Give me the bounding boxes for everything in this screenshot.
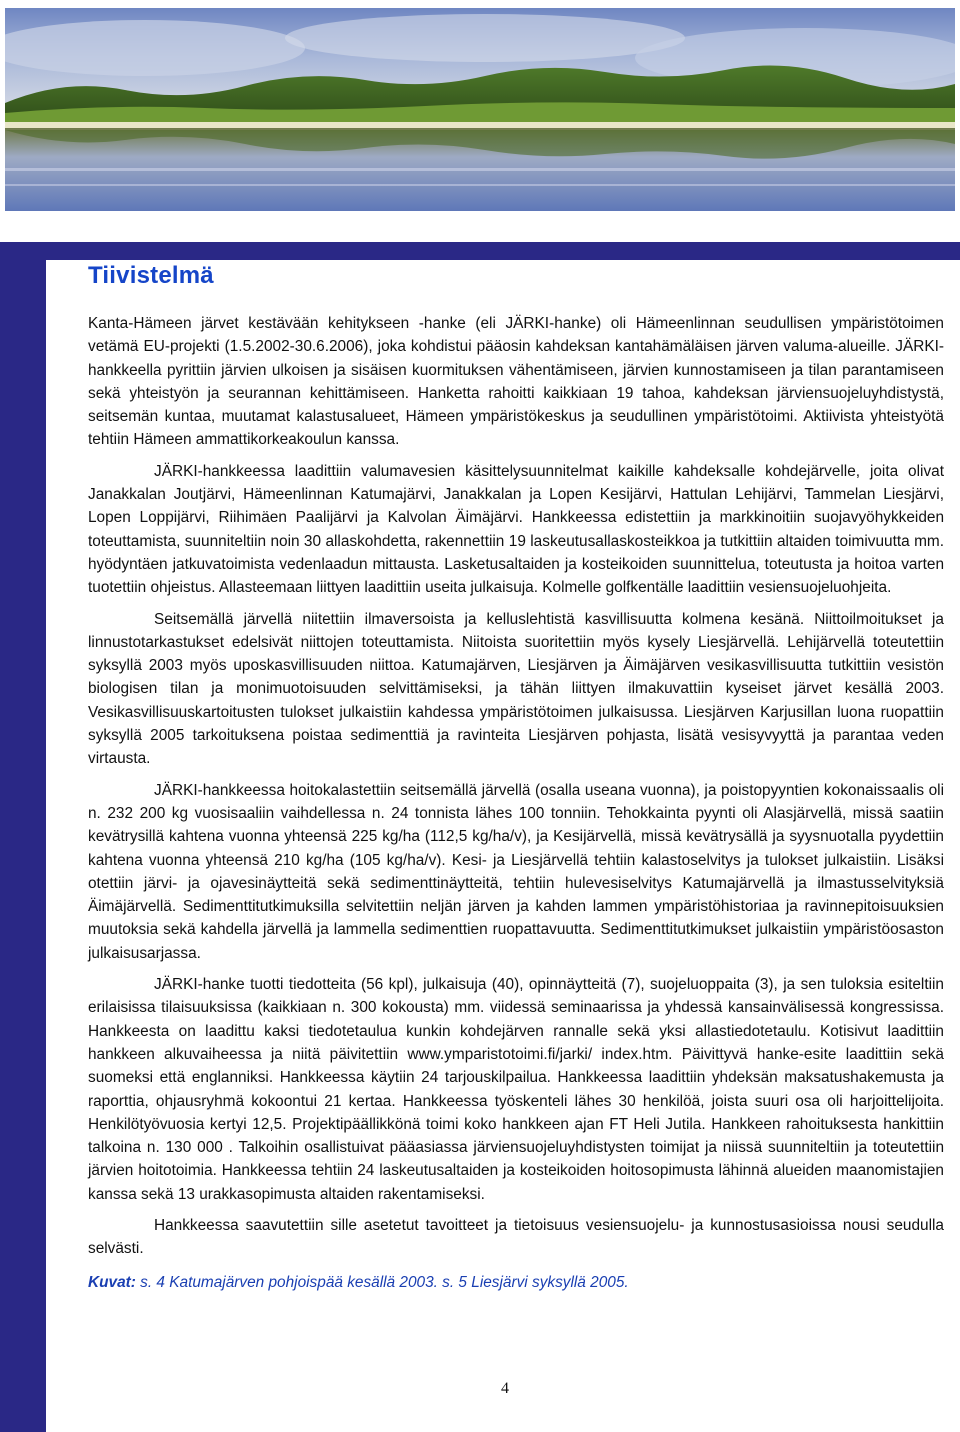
page-number: 4 [501,1380,509,1397]
caption-text: s. 4 Katumajärven pohjoispää kesällä 2003. s. 5 Liesjärvi syksyllä 2005. [135,1273,629,1291]
header-banner [0,0,960,242]
paragraph-6: Hankkeessa saavutettiin sille asetetut tavoitteet ja tietoisuus vesiensuojelu- ja kunnostusasioissa nousi seudulla selvästi. [88,1216,944,1258]
paragraph-2: JÄRKI-hankkeessa laadittiin valumavesien käsittelysuunnitelmat kaikille kahdeksalle kohdejärvelle, joita olivat Janakkalan Joutjärvi, Hämeenlinnan Katumajärvi, Janakkalan ja Lopen Kesijärvi, Hattulan Lehijärvi, Tammelan Liesjärvi, Lopen Loppijärvi, Riihimäen Paalijärvi ja Kalvolan Äimäjärvi. Hankkeessa edistettiin ja markkinoitiin suojavyöhykkeiden toteuttamista, suunniteltiin noin 30 allaskohdetta, rakennettiin 19 laskeutusallaskosteikkoa ja tutkittiin altaiden toimivuutta mm. hyödyntäen jatkuvatoimista vedenlaadun mittausta. Lasketusaltaiden ja kosteikoiden suunnittelua, toteutusta ja hoitoa varten tuotettiin ohjeistus. Allasteemaan liittyen laadittiin useita julkaisuja. Kolmelle golfkentälle laadittiin vesiensuojeluohjeita. [88,462,944,597]
paragraph-3: Seitsemällä järvellä niitettiin ilmaversoista ja kelluslehtistä kasvillisuutta kolmena kesänä. Niittoilmoitukset ja linnustotarkastukset edelsivät niittojen toteuttamista. Niitoista suoritettiin myös kysely Liesjärvellä. Lehijärvellä toteutettiin syksyllä 2003 myös uposkasvillisuuden niittoa. Katumajärven, Liesjärven ja Äimäjärven vesikasvillisuutta tutkittiin vesistön biologisen tilan ja monimuotoisuuden selvittämiseksi, ja tähän liittyen ilmakuvattiin kyseiset järvet kesällä 2003. Vesikasvillisuuskartoitusten tulokset julkaistiin kahdessa ympäristötoimen julkaisussa. Liesjärven Karjusillan luona ruopattiin syksyllä 2005 tarkoituksena poistaa sedimenttiä ja ravinteita Liesjärven pohjasta, lisätä vesisyvyyttä ja parantaa veden virtausta. [88,610,944,768]
section-title: Tiivistelmä [88,262,214,289]
paragraph-1: Kanta-Hämeen järvet kestävään kehitykseen -hanke (eli JÄRKI-hanke) oli Hämeenlinnan seudullisen ympäristötoimen vetämä EU-projekti (1.5.2002-30.6.2006), joka kohdistui pääosin kahdeksan kantahämäläisen järven valuma-alueille. JÄRKI-hankkeella pyrittiin järvien ulkoisen ja sisäisen kuormituksen vähentämiseen, järvien kunnostamiseen ja tilan parantamiseen sekä yhteistyön ja seurannan kehittämiseen. Hanketta rahoitti kaikkiaan 19 tahoa, kahdeksan järviensuojeluyhdistystä, seitsemän kuntaa, muutamat kalastusalueet, Hämeen ympäristökeskus ja seudullinen ympäristötoimi. Aktiivista yhteistyötä tehtiin Hämeen ammattikorkeakoulun kanssa. [88,315,944,449]
lake-landscape-photo [5,8,955,211]
left-sidebar-bar [0,242,46,1432]
photo-caption [88,1271,944,1294]
caption-label: Kuvat: [88,1273,136,1291]
page-content [88,258,944,1294]
paragraph-4: JÄRKI-hankkeessa hoitokalastettiin seitsemällä järvellä (osalla useana vuonna), ja poistopyyntien kokonaissaalis oli n. 232 200 kg vuosisaaliin vaihdellessa n. 24 tonnista lähes 100 tonniin. Tehokkainta pyynti oli Alasjärvellä, missä saatiin kevätrysillä kahtena vuonna yhteensä 225 kg/ha (112,5 kg/ha/v), ja Kesijärvellä, missä kevätrysällä ja syysnuotalla pyydettiin kahtena vuonna yhteensä 210 kg/ha (105 kg/ha/v). Kesi- ja Liesjärvellä tehtiin kalastoselvitys ja tulokset julkaistiin. Lisäksi otettiin järvi- ja ojavesinäytteitä sekä sedimenttinäytteitä, tehtiin hulevesiselvitys Katumajärvellä ja ilmastusselvityksiä Äimäjärvellä. Sedimenttitutkimuksilla selvitettiin neljän järven ja kahden lammen ympäristöhistoriaa ja ravinnepitoisuuksien muutoksia sekä kahdella järvellä ja lammella sedimenttien ruopattavuutta. Sedimenttitutkimukset julkaistiin ympäristöosaston julkaisusarjassa. [88,781,944,962]
paragraph-5: JÄRKI-hanke tuotti tiedotteita (56 kpl), julkaisuja (40), opinnäytteitä (7), suojeluoppaita (3), ja sen tuloksia esiteltiin erilaisissa tilaisuuksissa (kaikkiaan n. 300 kokousta) mm. viidessä seminaarissa ja yhdessä kansainvälisessä kongressissa. Hankkeesta on laadittu kaksi tiedotetaulua kunkin kohdejärven rannalle sekä yksi allastiedotetaulu. Kotisivut laadittiin hankkeen alkuvaiheessa ja niitä päivitettiin www.ymparistotoimi.fi/jarki/ index.htm. Päivittyvä hanke-esite laadittiin sekä suomeksi että englanniksi. Hankkeessa käytiin 24 tarjouskilpailua. Hankkeessa laadittiin yhdeksän maksatushakemusta ja raporttia, ohjausryhmä kokoontui 21 kertaa. Hankkeessa työskenteli lähes 30 henkilöä, joista suuri osa oli harjoittelijoita. Henkilötyövuosia kertyi 12,5. Projektipäällikkönä toimi koko hankkeen ajan FT Heli Jutila. Hankkeen rahoituksesta hankittiin talkoina n. 130 000 . Talkoihin osallistuivat pääasiassa järviensuojeluyhdistysten toimijat ja niissä suunniteltiin ja toteutettiin järvien hoitotoimia. Hankkeessa tehtiin 24 laskeutusaltaiden ja kosteikoiden hoitosopimusta lähinnä alueiden maanomistajien kanssa sekä 13 urakkasopimusta altaiden rakentamiseksi. [88,976,944,1203]
